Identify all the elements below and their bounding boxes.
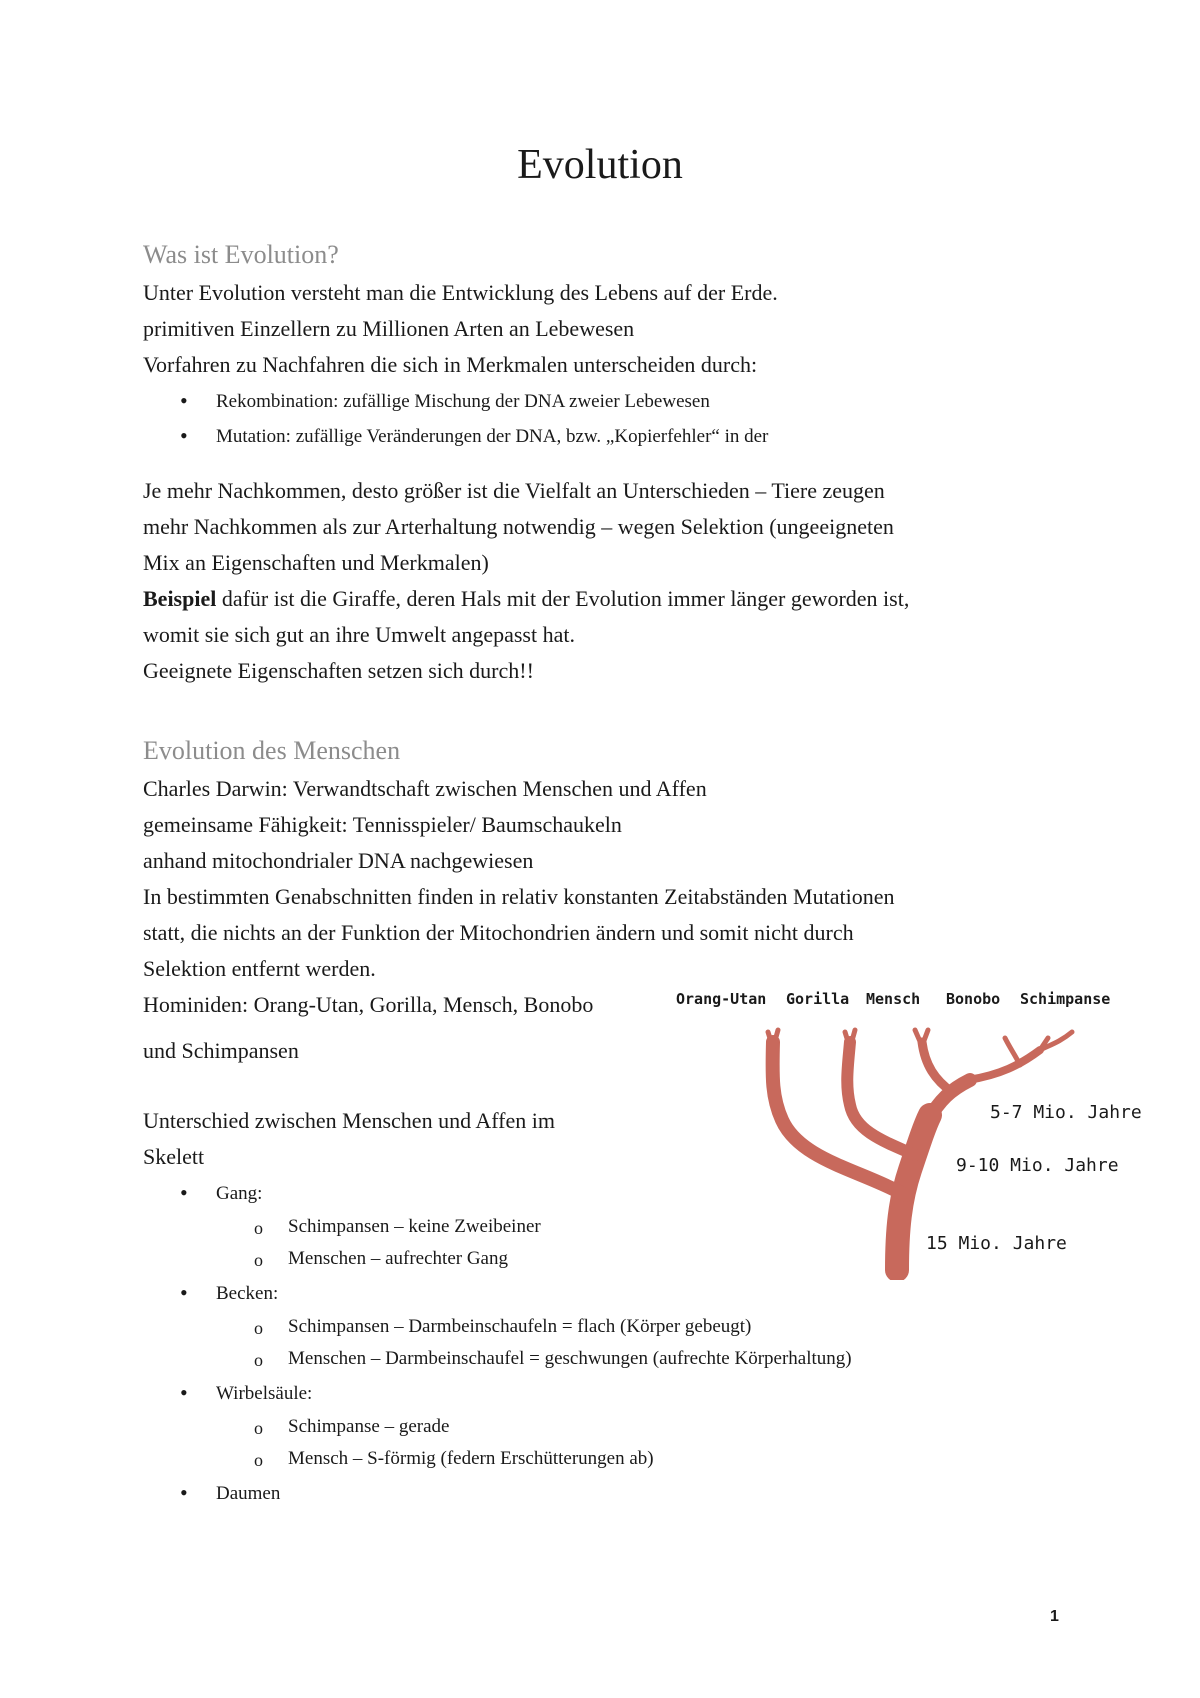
sub-bullet-text: Menschen – Darmbeinschaufel = geschwungen (aufrechte Körperhaltung)	[288, 1348, 852, 1369]
tree-label-gorilla: Gorilla	[786, 990, 850, 1008]
section-heading-human-evolution: Evolution des Menschen	[143, 736, 401, 765]
twig-bonobo	[1005, 1038, 1020, 1065]
sub-bullet-marker: o	[254, 1450, 263, 1470]
tree-label-schimpanse: Schimpanse	[1020, 990, 1111, 1008]
sub-bullet-marker: o	[254, 1418, 263, 1438]
bullet-text: Rekombination: zufällige Mischung der DNA zweier Lebewesen	[216, 391, 710, 412]
text-line: und Schimpansen	[143, 1038, 299, 1063]
tree-label-mensch: Mensch	[866, 990, 921, 1008]
text-line: Vorfahren zu Nachfahren die sich in Merkmalen unterscheiden durch:	[143, 352, 758, 377]
branch-gorilla	[847, 1042, 915, 1155]
page-title: Evolution	[517, 142, 683, 188]
sub-bullet-marker: o	[254, 1318, 263, 1338]
example-line	[143, 586, 909, 612]
branch-bonobo-schimpanse	[968, 1050, 1040, 1080]
sub-bullet-text: Schimpansen – keine Zweibeiner	[288, 1216, 541, 1237]
text-line: womit sie sich gut an ihre Umwelt angepasst hat.	[143, 622, 575, 647]
sub-bullet-text: Schimpansen – Darmbeinschaufeln = flach (Körper gebeugt)	[288, 1316, 752, 1337]
text-line: Unterschied zwischen Menschen und Affen im	[143, 1108, 555, 1133]
bullet-marker: •	[180, 1380, 188, 1405]
text-line: primitiven Einzellern zu Millionen Arten an Lebewesen	[143, 316, 635, 341]
text-line: anhand mitochondrialer DNA nachgewiesen	[143, 848, 534, 873]
bullet-marker: •	[180, 388, 188, 413]
age-label-5-7: 5-7 Mio. Jahre	[990, 1102, 1142, 1123]
section-heading-what-is-evolution: Was ist Evolution?	[143, 240, 339, 269]
page-number: 1	[1050, 1608, 1059, 1625]
sub-bullet-text: Mensch – S-förmig (federn Erschütterungen ab)	[288, 1448, 654, 1469]
bullet-text: Wirbelsäule:	[216, 1383, 313, 1404]
text-line: Charles Darwin: Verwandtschaft zwischen Menschen und Affen	[143, 776, 707, 801]
sub-bullet-text: Menschen – aufrechter Gang	[288, 1248, 508, 1269]
text-line: mehr Nachkommen als zur Arterhaltung notwendig – wegen Selektion (ungeeigneten	[143, 514, 894, 539]
tree-label-orang-utan: Orang-Utan	[676, 990, 767, 1008]
branch-orang-utan	[773, 1042, 905, 1195]
text-line: Skelett	[143, 1144, 205, 1169]
text-line: Je mehr Nachkommen, desto größer ist die Vielfalt an Unterschieden – Tiere zeugen	[143, 478, 885, 503]
text-line: Mix an Eigenschaften und Merkmalen)	[143, 550, 489, 575]
text-line: In bestimmten Genabschnitten finden in relativ konstanten Zeitabständen Mutationen	[143, 884, 895, 909]
example-bold-label: Beispiel	[143, 586, 217, 611]
sub-bullet-marker: o	[254, 1218, 263, 1238]
bullet-text: Daumen	[216, 1483, 281, 1504]
text-line: Geeignete Eigenschaften setzen sich durch!!	[143, 658, 534, 683]
bullet-marker: •	[180, 1180, 188, 1205]
sub-bullet-text: Schimpanse – gerade	[288, 1416, 450, 1437]
bullet-text: Gang:	[216, 1183, 263, 1204]
bullet-marker: •	[180, 423, 188, 448]
age-label-15: 15 Mio. Jahre	[926, 1233, 1067, 1254]
twig-schimpanse	[1040, 1032, 1072, 1050]
text-line: Hominiden: Orang-Utan, Gorilla, Mensch, Bonobo	[143, 992, 594, 1017]
branch-mensch	[922, 1042, 952, 1092]
bullet-text: Mutation: zufällige Veränderungen der DNA, bzw. „Kopierfehler“ in der	[216, 426, 769, 447]
bullet-marker: •	[180, 1280, 188, 1305]
text-line: Selektion entfernt werden.	[143, 956, 376, 981]
text-line: statt, die nichts an der Funktion der Mitochondrien ändern und somit nicht durch	[143, 920, 854, 945]
tree-label-bonobo: Bonobo	[946, 990, 1001, 1008]
sub-bullet-marker: o	[254, 1350, 263, 1370]
sub-bullet-marker: o	[254, 1250, 263, 1270]
bullet-marker: •	[180, 1480, 188, 1505]
age-label-9-10: 9-10 Mio. Jahre	[956, 1155, 1119, 1176]
example-text: dafür ist die Giraffe, deren Hals mit der Evolution immer länger geworden ist,	[216, 586, 910, 611]
text-line: gemeinsame Fähigkeit: Tennisspieler/ Baumschaukeln	[143, 812, 622, 837]
text-line: Unter Evolution versteht man die Entwicklung des Lebens auf der Erde.	[143, 280, 778, 305]
bullet-text: Becken:	[216, 1283, 279, 1304]
